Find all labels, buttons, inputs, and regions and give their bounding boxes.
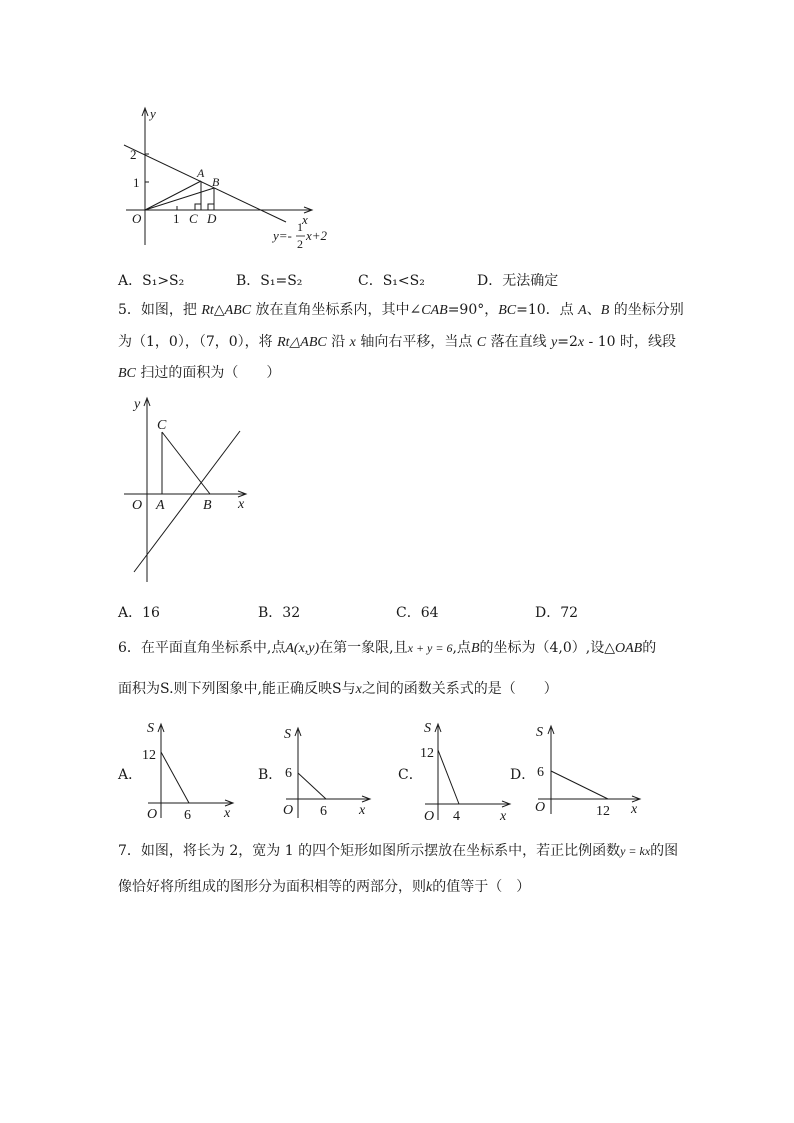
origin-label: O: [132, 211, 142, 226]
q7-line-2: 像恰好将所组成的图形分为面积相等的两部分，则k的值等于（ ）: [118, 879, 531, 895]
x-value-label: 6: [320, 804, 327, 819]
q6-graph-b[interactable]: [278, 720, 380, 825]
x-axis-label: x: [224, 806, 231, 821]
q5-option-b[interactable]: B．32: [258, 605, 301, 621]
point-b-label: B: [203, 498, 212, 513]
x-axis-label: x: [631, 802, 638, 817]
s-value-label: 12: [142, 748, 156, 763]
q4-option-d[interactable]: D．无法确定: [477, 273, 559, 289]
q5-line-3: BC 扫过的面积为（ ）: [118, 365, 281, 381]
q4-option-a[interactable]: A．S₁>S₂: [118, 273, 185, 289]
origin-label: O: [424, 809, 435, 824]
q4-figure: [116, 100, 336, 252]
tick-label-y1: 1: [133, 175, 140, 190]
origin-label: O: [535, 800, 546, 815]
x-axis-label: x: [302, 212, 308, 227]
s-value-label: 6: [537, 765, 544, 780]
q6-option-d-label[interactable]: D．: [510, 767, 536, 783]
point-c-label: C: [189, 211, 198, 226]
point-a-label: A: [156, 498, 165, 513]
right-angle-d: [208, 204, 214, 210]
s-axis-label: S: [147, 721, 154, 736]
q6-line-2: 面积为S.则下列图象中,能正确反映S与x之间的函数关系式的是（ ）: [118, 681, 558, 697]
q5-line-2: 为（1，0），（7，0），将 Rt△ABC 沿 x 轴向右平移，当点 C 落在直线 y=2x - 10 时，线段: [118, 334, 677, 350]
q6-line-1: 6．在平面直角坐标系中,点A(x,y)在第一象限,且x + y = 6,点B的坐标为（4,0）,设△OAB的: [118, 640, 657, 656]
q7-line-1: 7．如图，将长为 2，宽为 1 的四个矩形如图所示摆放在坐标系中，若正比例函数y = kx的图: [118, 843, 679, 859]
q5-line-1: 5．如图，把 Rt△ABC 放在直角坐标系内，其中∠CAB=90°，BC=10．点 A、B 的坐标分别: [118, 302, 684, 318]
origin-label: O: [147, 807, 158, 822]
line-y-2x-minus-10: [134, 431, 240, 572]
point-d-label: D: [207, 211, 217, 226]
graph-line: [298, 773, 326, 799]
graph-line: [551, 771, 608, 799]
x-value-label: 6: [184, 808, 191, 823]
point-a-label: A: [197, 166, 205, 180]
q6-option-c-label[interactable]: C．: [398, 767, 423, 783]
fraction-denominator: 2: [297, 237, 303, 251]
x-value-label: 12: [596, 804, 610, 819]
segment-ob: [145, 188, 214, 210]
x-value-label: 4: [453, 809, 460, 824]
s-axis-label: S: [424, 721, 431, 736]
s-axis-label: S: [284, 727, 291, 742]
q6-graph-c[interactable]: [418, 714, 518, 826]
q5-figure: [118, 392, 258, 587]
q6-graph-a[interactable]: [138, 714, 240, 824]
fraction-numerator: 1: [297, 220, 303, 234]
line-equation-label: y=-: [273, 228, 292, 243]
segment-oa: [145, 181, 201, 210]
q5-option-c[interactable]: C．64: [396, 605, 439, 621]
q4-option-b[interactable]: B．S₁=S₂: [236, 273, 303, 289]
segment-cb: [162, 432, 210, 494]
s-value-label: 6: [285, 766, 292, 781]
graph-line: [161, 752, 189, 803]
q4-option-c[interactable]: C．S₁<S₂: [358, 273, 425, 289]
q6-graph-d[interactable]: [530, 720, 646, 820]
s-axis-label: S: [536, 725, 543, 740]
y-axis-label: y: [150, 106, 156, 121]
s-value-label: 12: [420, 746, 434, 761]
x-axis-label: x: [238, 497, 245, 512]
right-angle-c: [195, 204, 201, 210]
q5-option-d[interactable]: D．72: [535, 605, 579, 621]
x-axis-label: x: [500, 809, 507, 824]
graph-line: [438, 750, 459, 804]
point-b-label: B: [212, 175, 220, 189]
origin-label: O: [132, 498, 143, 513]
point-c-label: C: [157, 418, 167, 433]
q5-option-a[interactable]: A．16: [118, 605, 160, 621]
q6-option-a-label[interactable]: A．: [118, 767, 143, 783]
line-equation-tail: x+2: [306, 228, 328, 243]
tick-label-x1: 1: [173, 211, 180, 226]
tick-label-y2: 2: [130, 147, 137, 162]
y-axis-label: y: [134, 397, 141, 412]
x-axis-label: x: [359, 803, 366, 818]
origin-label: O: [283, 803, 294, 818]
q6-option-b-label[interactable]: B．: [258, 767, 283, 783]
